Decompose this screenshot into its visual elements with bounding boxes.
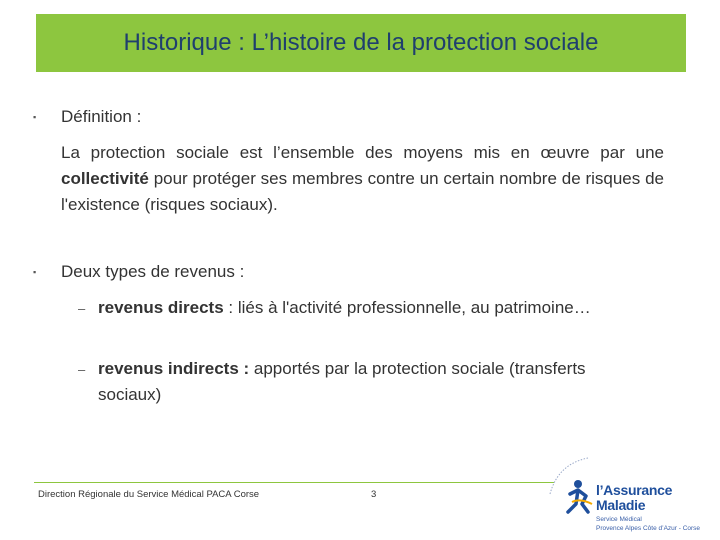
footer-divider (34, 482, 554, 483)
page-number: 3 (371, 489, 377, 500)
definition-bold: collectivité (61, 169, 149, 188)
definition-text-1: La protection sociale est l’ensemble des moyens mis en œuvre par une (61, 143, 664, 162)
logo-figure-icon (548, 454, 598, 524)
footer-organization: Direction Régionale du Service Médical PACA Corse (38, 489, 260, 500)
logo-text-line2: Maladie (596, 497, 646, 513)
revenus-heading: Deux types de revenus : (61, 262, 245, 281)
sub-item-2-bold: revenus indirects : (98, 359, 250, 378)
sub-item-1-text: : liés à l'activité professionnelle, au patrimoine… (223, 298, 591, 317)
assurance-maladie-logo (548, 454, 716, 536)
sub-item-1-bold: revenus directs (98, 298, 224, 317)
logo-subtitle-1: Service Médical (596, 516, 642, 523)
definition-text-2: pour protéger ses membres contre un certain nombre de risques de l'existence (risques sociaux). (61, 169, 664, 214)
sub-item-revenus-indirects (98, 356, 618, 408)
slide-title: Historique : L’histoire de la protection sociale (123, 29, 599, 56)
sub-item-revenus-directs (98, 295, 618, 321)
definition-paragraph (61, 140, 664, 218)
bullet-definition: ▪ (33, 112, 37, 122)
logo-subtitle-2: Provence Alpes Côte d’Azur - Corse (596, 525, 701, 532)
definition-heading: Définition : (61, 107, 142, 126)
bullet-revenus: ▪ (33, 267, 37, 277)
dash-1: – (78, 301, 86, 316)
dash-2: – (78, 362, 86, 377)
sub-item-2-text: apportés par la protection sociale (transferts sociaux) (98, 359, 586, 404)
title-band (36, 14, 686, 72)
logo-text-line1: l’Assurance (596, 482, 673, 498)
